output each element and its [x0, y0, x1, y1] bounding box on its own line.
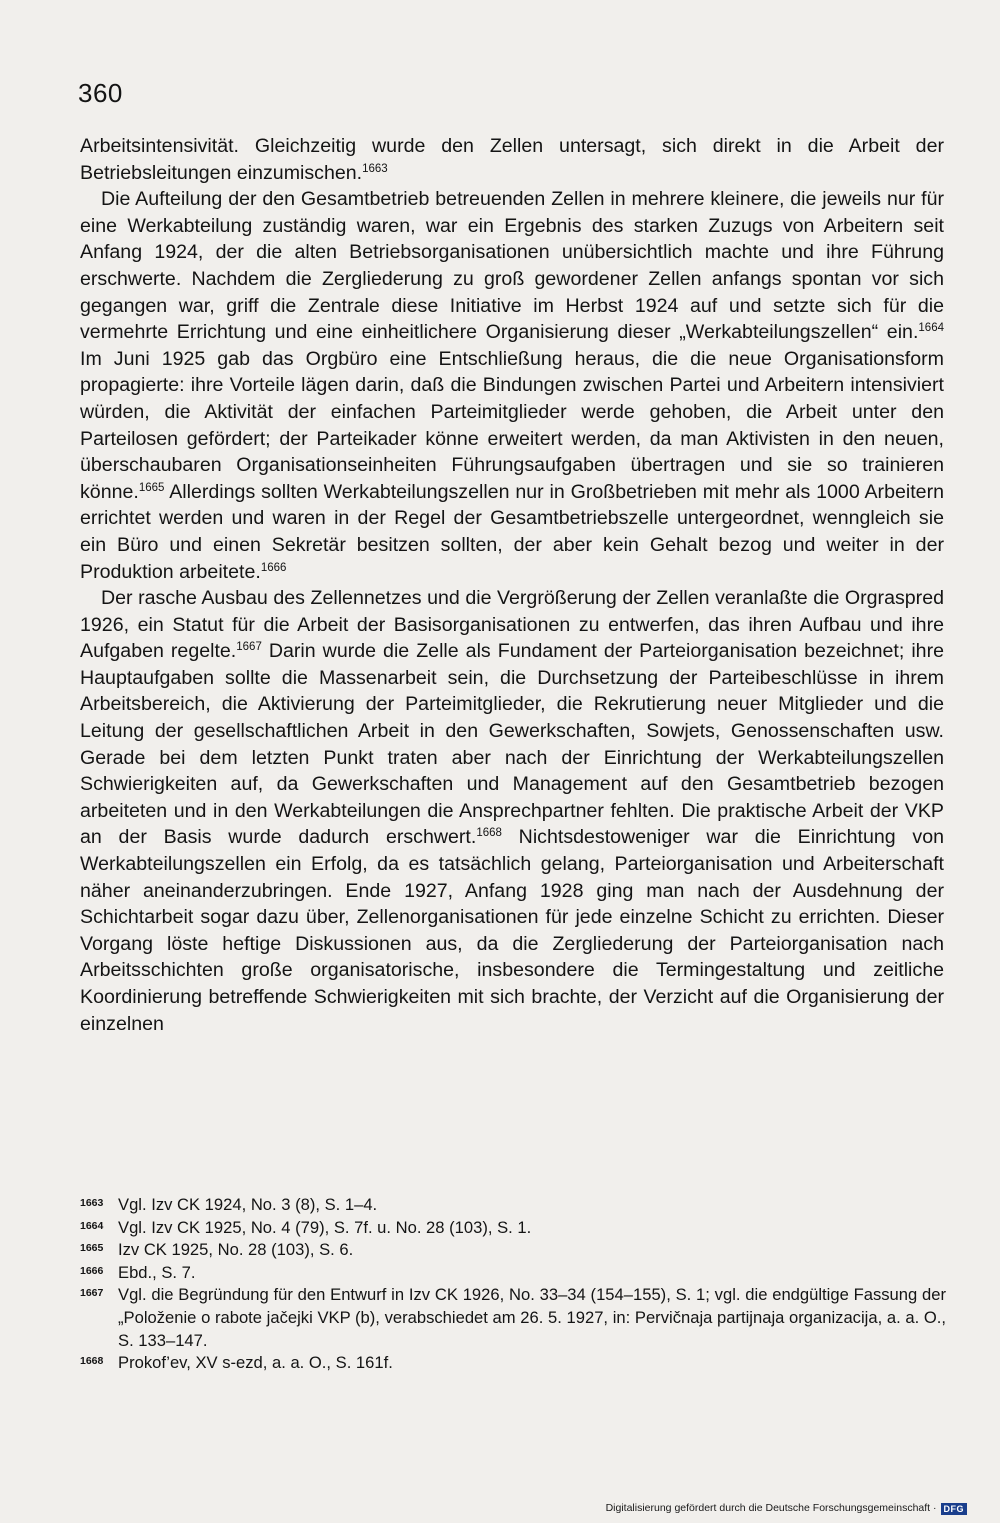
- footnote: [80, 1262, 946, 1285]
- footnote-text: Vgl. die Begründung für den Entwurf in Izv CK 1926, No. 33–34 (154–155), S. 1; vgl. die endgültige Fassung der „Položenie o rabote jačejki VKP (b), verabschiedet am 26. 5. 1927, in: Pervičnaja partijnaja organizacija, a. a. O., S. 133–147.: [118, 1285, 946, 1350]
- footnote-reference: 1664: [918, 322, 944, 335]
- paragraph-text: Darin wurde die Zelle als Fundament der Parteiorganisation bezeichnet; ihre Hauptaufgaben sollte die Massenarbeit sein, die Durchsetzung der Parteibeschlüsse in ihrem Arbeitsbereich, die Aktivierung der Parteimitglieder, die Rekrutierung neuer Mitglieder und die Leitung der gesellschaftlichen Arbeit in den Gewerkschaften, Sowjets, Genossenschaften usw. Gerade bei dem letzten Punkt traten aber nach der Einrichtung der Werkabteilungszellen Schwierigkeiten auf, da Gewerkschaften und Management auf den Gesamtbetrieb bezogen arbeiteten und in den Werkabteilungen die Ansprechpartner fehlten. Die praktische Arbeit der VKP an der Basis wurde dadurch erschwert.: [80, 640, 944, 849]
- footnote-text: Ebd., S. 7.: [118, 1262, 196, 1282]
- body-paragraph: [80, 133, 944, 186]
- page-number: 360: [78, 78, 123, 108]
- footnote-reference: 1667: [236, 641, 262, 654]
- footnote-reference: 1668: [476, 827, 502, 840]
- footnote-reference: 1665: [138, 481, 165, 494]
- footnote-reference: 1666: [260, 561, 287, 574]
- footnote-text: Vgl. Izv CK 1925, No. 4 (79), S. 7f. u. No. 28 (103), S. 1.: [118, 1217, 532, 1237]
- scan-credit-text: Digitalisierung gefördert durch die Deutsche Forschungsgemeinschaft ·: [605, 1502, 937, 1514]
- footnote-number: 1668: [80, 1355, 104, 1368]
- footnotes: [80, 1194, 946, 1375]
- footnote: [80, 1284, 946, 1352]
- footnote-number: 1663: [80, 1197, 104, 1209]
- footnote-number: 1664: [80, 1219, 104, 1232]
- footnote-text: Prokof’ev, XV s-ezd, a. a. O., S. 161f.: [118, 1353, 393, 1373]
- footnote-text: Izv CK 1925, No. 28 (103), S. 6.: [118, 1240, 354, 1260]
- paragraph-text: Die Aufteilung der den Gesamtbetrieb betreuenden Zellen in mehrere kleinere, die jeweils nur für eine Werkabteilung zuständig waren, war ein Ergebnis des starken Zuzugs von Arbeitern seit Anfang 1924, der die alten Betriebsorganisationen unübersichtlich machte und ihre Führung erschwerte. Nachdem die Zergliederung zu groß gewordener Zellen anfangs spontan vor sich gegangen war, griff die Zentrale diese Initiative im Herbst 1924 auf und setzte sich für die vermehrte Errichtung und eine einheitlichere Organisierung dieser „Werkabteilungszellen“ ein.: [80, 188, 944, 344]
- footnote: [80, 1239, 946, 1262]
- footnote-reference: 1663: [362, 162, 388, 175]
- paragraph-text: Arbeitsintensivität. Gleichzeitig wurde den Zellen untersagt, sich direkt in die Arbeit der Betriebsleitungen einzumischen.: [80, 135, 944, 184]
- paragraph-text: Der rasche Ausbau des Zellennetzes und die Vergrößerung der Zellen veranlaßte die Orgraspred 1926, ein Statut für die Arbeit der Basisorganisationen zu entwerfen, das ihren Aufbau und ihre Aufgaben regelte.: [80, 587, 944, 663]
- footnote-number: 1665: [80, 1242, 104, 1255]
- footnote: [80, 1217, 946, 1240]
- body-paragraph: [80, 585, 944, 1037]
- scan-credit: [606, 1502, 967, 1515]
- paragraph-text: Allerdings sollten Werkabteilungszellen nur in Großbetrieben mit mehr als 1000 Arbeitern errichtet werden und waren in der Regel der Gesamtbetriebszelle untergeordnet, wenngleich sie ein Büro und einen Sekretär besitzen sollten, der aber kein Gehalt bezog und weiter in der Produktion arbeitete.: [80, 480, 944, 583]
- body-paragraph: [80, 186, 944, 585]
- main-text: [80, 133, 944, 1037]
- paragraph-text: Im Juni 1925 gab das Orgbüro eine Entschließung heraus, die die neue Organisationsform propagierte: ihre Vorteile lägen darin, daß die Bindungen zwischen Partei und Arbeitern intensiviert würden, die Aktivität der einfachen Parteimitglieder werde gehoben, die Arbeit unter den Parteilosen gefördert; der Parteikader könne erweitert werden, da man Aktivisten in den neuen, überschaubaren Organisationseinheiten Führungsaufgaben übertragen und sie so trainieren könne.: [80, 347, 944, 503]
- dfg-logo: DFG: [941, 1503, 968, 1515]
- footnote-number: 1666: [80, 1264, 104, 1277]
- footnote-number: 1667: [80, 1287, 104, 1300]
- footnote-text: Vgl. Izv CK 1924, No. 3 (8), S. 1–4.: [118, 1195, 378, 1214]
- footnote: [80, 1352, 946, 1375]
- paragraph-text: Nichtsdestoweniger war die Einrichtung von Werkabteilungszellen ein Erfolg, da es tatsächlich gelang, Parteiorganisation und Arbeiterschaft näher aneinanderzubringen. Ende 1927, Anfang 1928 ging man nach der Ausdehnung der Schichtarbeit sogar dazu über, Zellenorganisationen für jede einzelne Schicht zu errichten. Dieser Vorgang löste heftige Diskussionen aus, da die Zergliederung der Parteiorganisation nach Arbeitsschichten große organisatorische, insbesondere die Termingestaltung und zeitliche Koordinierung betreffende Schwierigkeiten mit sich brachte, der Verzicht auf die Organisierung der einzelnen: [80, 826, 944, 1035]
- footnote: [80, 1194, 946, 1217]
